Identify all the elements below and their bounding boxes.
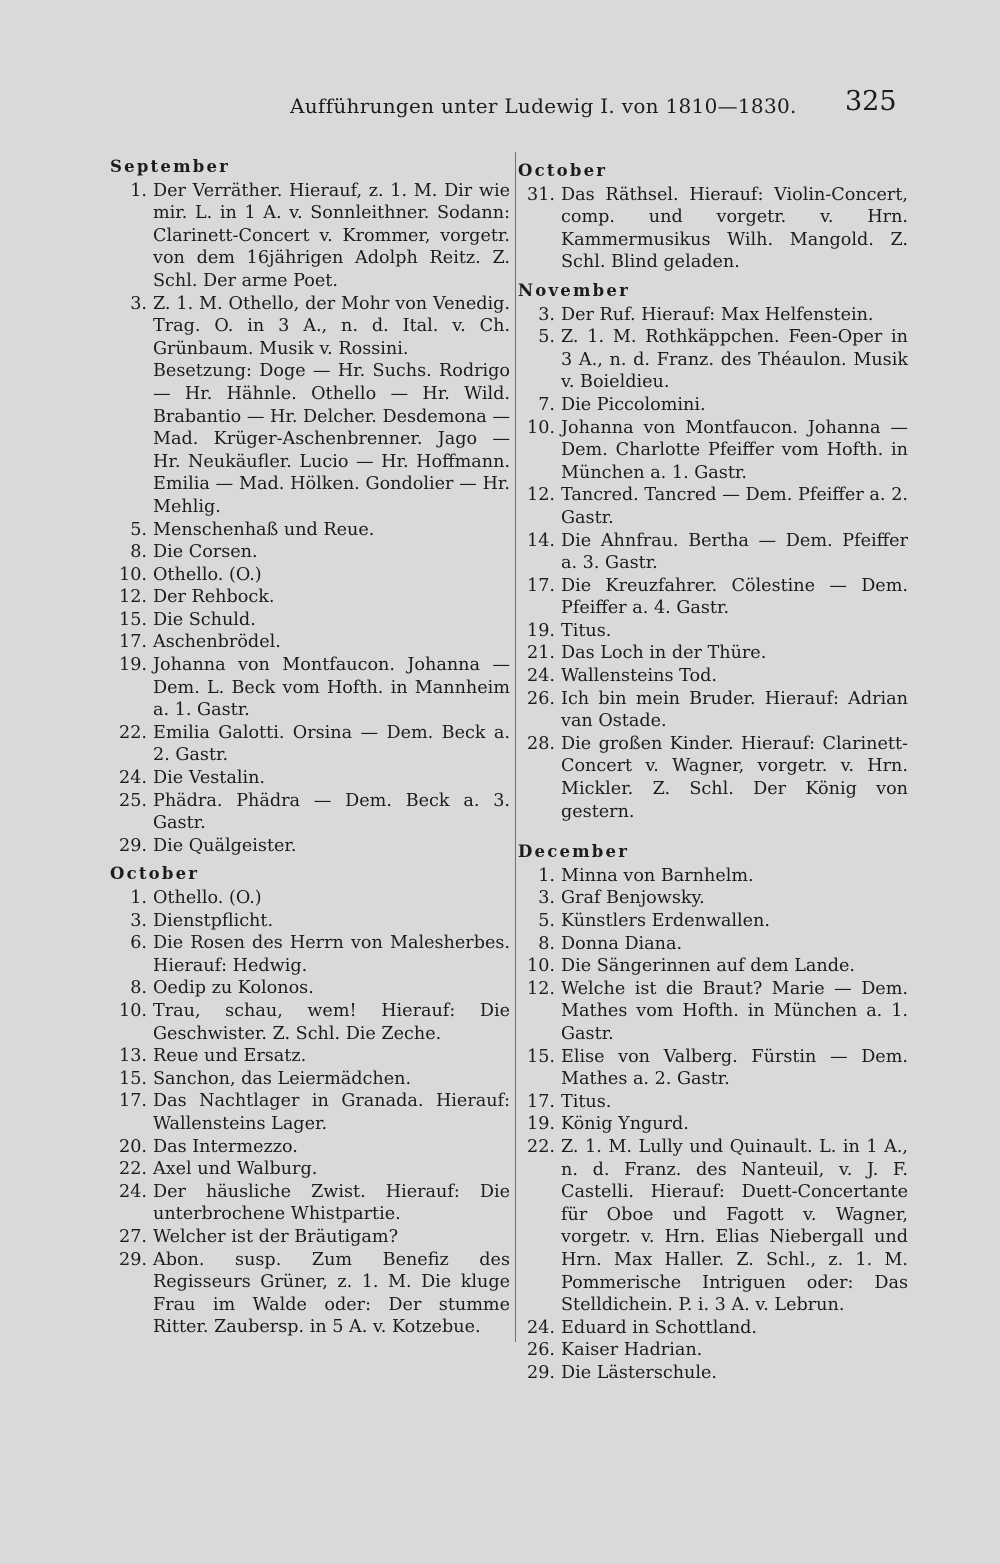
list-item (518, 642, 908, 665)
entry-text: Die Schuld. (153, 609, 256, 630)
entry-text: Z. 1. M. Rothkäppchen. Feen-Oper in 3 A., n. d. Franz. des Théaulon. Musik v. Boieldieu. (561, 327, 908, 393)
list-item (110, 293, 510, 361)
entry-text: Die Sängerinnen auf dem Lande. (561, 956, 855, 977)
entry-text: Reue und Ersatz. (153, 1046, 307, 1067)
entry-text: Axel und Walburg. (153, 1159, 318, 1180)
entry-text: Das Räthsel. Hierauf: Violin-Concert, comp. und vorgetr. v. Hrn. Kammermusikus Wilh. Mangold. Z. Schl. Blind geladen. (561, 184, 908, 273)
entry-text: Abon. susp. Zum Benefiz des Regisseurs Grüner, z. 1. M. Die kluge Frau im Walde oder: Der stumme Ritter. Zaubersp. in 5 A. v. Kotzebue. (153, 1249, 510, 1338)
list-item (110, 609, 510, 632)
list-item (110, 519, 510, 542)
list-item (518, 1113, 908, 1136)
entry-text: Phädra. Phädra — Dem. Beck a. 3. Gastr. (153, 790, 510, 834)
entry-day: 7. (538, 394, 555, 415)
list-item (110, 1249, 510, 1339)
entry-day: 24. (527, 1317, 555, 1338)
entry-day: 24. (119, 768, 147, 789)
entry-day: 19. (527, 1114, 555, 1135)
entry-text: Besetzung: Doge — Hr. Suchs. Rodrigo — Hr. Hähnle. Othello — Hr. Wild. Brabantio — Hr. Delcher. Desdemona — Mad. Krüger-Aschenbrenner. Jago — Hr. Neukäufler. Lucio — Hr. Hoffmann. Emilia — Mad. Hölken. Gondolier — Hr. Mehlig. (153, 361, 510, 517)
list-item (518, 326, 908, 394)
list-item (518, 688, 908, 733)
entry-text: Z. 1. M. Lully und Quinault. L. in 1 A., n. d. Franz. des Nanteuil, v. J. F. Castelli. Hierauf: Duett-Concertante für Oboe und Fagott v. Wagner, vorgetr. v. Hrn. Elias Niebergall und Hrn. Max Haller. Z. Schl., z. 1. M. Pommerische Intriguen oder: Das Stelldichein. P. i. 3 A. v. Lebrun. (561, 1136, 908, 1316)
entry-day: 8. (130, 978, 147, 999)
entry-text: Emilia Galotti. Orsina — Dem. Beck a. 2. Gastr. (153, 722, 510, 766)
list-item (110, 722, 510, 767)
list-item (110, 180, 510, 293)
entry-text: Die Rosen des Herrn von Malesherbes. Hierauf: Hedwig. (153, 933, 510, 976)
entry-text: Titus. (561, 620, 612, 641)
list-item (110, 932, 510, 977)
entry-day: 19. (527, 620, 555, 641)
list-item (110, 835, 510, 858)
entry-day: 1. (130, 888, 147, 908)
entry-day: 12. (527, 485, 555, 506)
entry-day: 17. (119, 632, 147, 653)
entry-text: Die Corsen. (153, 542, 258, 563)
page-number: 325 (845, 86, 897, 117)
list-item (110, 631, 510, 654)
list-item (110, 790, 510, 835)
entry-day: 3. (538, 888, 555, 909)
entry-text: Das Nachtlager in Granada. Hierauf: Wallensteins Lager. (153, 1091, 510, 1134)
entry-day: 12. (527, 978, 555, 999)
entry-day: 22. (527, 1136, 555, 1157)
list-item (110, 586, 510, 609)
entry-day: 22. (119, 722, 147, 743)
entry-text: Johanna von Montfaucon. Johanna — Dem. Charlotte Pfeiffer vom Hofth. in München a. 1. Gastr. (561, 417, 908, 483)
right-column (518, 154, 908, 1384)
cast-list (110, 360, 510, 518)
entry-day: 19. (119, 655, 147, 676)
entry-text: Der Verräther. Hierauf, z. 1. M. Dir wie mir. L. in 1 A. v. Sonnleithner. Sodann: Clarinett-Concert v. Krommer, vorgetr. von dem 16jährigen Adolph Reitz. Z. Schl. Der arme Poet. (153, 180, 510, 291)
list-item (518, 933, 908, 956)
entry-day: 17. (527, 1091, 555, 1112)
entry-text: Minna von Barnhelm. (561, 865, 754, 886)
entry-text: Dienstpflicht. (153, 910, 274, 931)
list-item (110, 1226, 510, 1249)
list-item (518, 530, 908, 575)
list-item (110, 1090, 510, 1135)
list-item (110, 910, 510, 933)
entry-day: 26. (527, 1340, 555, 1361)
list-item (518, 733, 908, 823)
list-item (518, 304, 908, 327)
list-item (518, 665, 908, 688)
column-divider (515, 152, 516, 1342)
entry-day: 12. (119, 587, 147, 608)
entry-text: Der häusliche Zwist. Hierauf: Die unterbrochene Whistpartie. (153, 1181, 510, 1225)
entry-text: Die Quälgeister. (153, 835, 297, 856)
entry-text: Z. 1. M. Othello, der Mohr von Venedig. Trag. O. in 3 A., n. d. Ital. v. Ch. Grünbaum. Musik v. Rossini. (153, 293, 510, 359)
list-item (518, 1362, 908, 1385)
entry-text: Elise von Valberg. Fürstin — Dem. Mathes a. 2. Gastr. (561, 1046, 908, 1090)
list-item (110, 1136, 510, 1159)
list-item (518, 910, 908, 933)
entry-text: Die Vestalin. (153, 768, 266, 789)
entry-day: 10. (527, 956, 555, 977)
list-item (518, 955, 908, 978)
entry-text: Othello. (O.) (153, 888, 262, 908)
entry-day: 10. (527, 417, 555, 438)
list-item (110, 564, 510, 587)
running-title: Aufführungen unter Ludewig I. von 1810—1830. (290, 94, 797, 118)
month-heading: September (110, 157, 231, 176)
entry-text: Aschenbrödel. (153, 632, 281, 653)
entry-day: 5. (130, 519, 147, 540)
entry-text: Donna Diana. (561, 933, 683, 954)
entry-text: Tancred. Tancred — Dem. Pfeiffer a. 2. Gastr. (561, 485, 908, 528)
entry-text: Trau, schau, wem! Hierauf: Die Geschwister. Z. Schl. Die Zeche. (153, 1000, 510, 1044)
entry-day: 13. (119, 1046, 147, 1067)
entry-day: 24. (119, 1181, 147, 1202)
list-item (110, 1158, 510, 1181)
list-item (110, 1068, 510, 1091)
entry-day: 3. (130, 910, 147, 931)
list-item (110, 767, 510, 790)
entry-day: 17. (119, 1091, 147, 1112)
month-heading: November (518, 280, 630, 300)
entry-text: Graf Benjowsky. (561, 888, 705, 909)
list-item (518, 865, 908, 888)
entry-day: 5. (538, 327, 555, 348)
entry-text: Othello. (O.) (153, 564, 262, 585)
entry-text: König Yngurd. (561, 1114, 689, 1135)
entry-text: Eduard in Schottland. (561, 1317, 758, 1338)
entry-day: 22. (119, 1159, 147, 1180)
list-item (518, 1091, 908, 1114)
entry-text: Die Lästerschule. (561, 1362, 718, 1383)
entry-day: 10. (119, 564, 147, 585)
entry-day: 17. (527, 575, 555, 596)
entry-text: Die Piccolomini. (561, 394, 706, 415)
entry-text: Das Loch in der Thüre. (561, 643, 767, 664)
entry-text: Ich bin mein Bruder. Hierauf: Adrian van Ostade. (561, 688, 908, 732)
list-item (518, 1339, 908, 1362)
month-heading: October (110, 864, 200, 884)
list-item (518, 394, 908, 417)
entry-text: Die Kreuzfahrer. Cölestine — Dem. Pfeiffer a. 4. Gastr. (561, 575, 908, 619)
entry-text: Kaiser Hadrian. (561, 1340, 703, 1361)
entry-text: Der Rehbock. (153, 587, 275, 608)
entry-text: Sanchon, das Leiermädchen. (153, 1068, 412, 1089)
entry-text: Titus. (561, 1091, 612, 1112)
list-item (518, 484, 908, 529)
entry-day: 5. (538, 911, 555, 931)
list-item (518, 887, 908, 910)
list-item (518, 417, 908, 485)
entry-text: Die großen Kinder. Hierauf: Clarinett-Concert v. Wagner, vorgetr. v. Hrn. Mickler. Z. Schl. Der König von gestern. (561, 733, 908, 822)
entry-day: 25. (119, 790, 147, 811)
list-item (518, 1136, 908, 1317)
entry-day: 1. (130, 180, 147, 201)
entry-day: 15. (527, 1046, 555, 1067)
entry-day: 1. (538, 865, 555, 886)
entry-day: 26. (527, 688, 555, 709)
entry-text: Welche ist die Braut? Marie — Dem. Mathes vom Hofth. in München a. 1. Gastr. (561, 978, 908, 1044)
entry-day: 29. (119, 1249, 147, 1270)
entry-text: Der Ruf. Hierauf: Max Helfenstein. (561, 304, 874, 325)
list-item (110, 1181, 510, 1226)
list-item (110, 654, 510, 722)
entry-day: 27. (119, 1226, 147, 1247)
entry-day: 29. (119, 835, 147, 856)
entry-day: 3. (130, 293, 147, 314)
list-item (110, 541, 510, 564)
month-heading: October (518, 161, 608, 180)
entry-text: Welcher ist der Bräutigam? (153, 1226, 399, 1247)
entry-day (110, 360, 153, 518)
list-item (110, 977, 510, 1000)
entry-text: Johanna von Montfaucon. Johanna — Dem. L. Beck vom Hofth. in Mannheim a. 1. Gastr. (153, 655, 510, 721)
list-item (518, 1317, 908, 1340)
entry-day: 3. (538, 304, 555, 325)
entry-text: Künstlers Erdenwallen. (561, 911, 770, 931)
entry-day: 28. (527, 733, 555, 754)
entry-day: 10. (119, 1000, 147, 1021)
list-item (518, 184, 908, 274)
entry-day: 8. (538, 933, 555, 954)
list-item (518, 575, 908, 620)
left-column (110, 150, 510, 1339)
entry-text: Menschenhaß und Reue. (153, 519, 375, 540)
entry-day: 6. (130, 933, 147, 954)
entry-day: 14. (527, 530, 555, 551)
section-spacer (518, 823, 908, 835)
entry-day: 20. (119, 1136, 147, 1157)
list-item (518, 1046, 908, 1091)
month-heading: December (518, 842, 630, 862)
entry-day: 21. (527, 643, 555, 664)
list-item (110, 887, 510, 910)
entry-day: 24. (527, 666, 555, 687)
entry-text: Wallensteins Tod. (561, 666, 717, 687)
entry-text: Oedip zu Kolonos. (153, 978, 314, 999)
list-item (518, 620, 908, 643)
entry-text: Die Ahnfrau. Bertha — Dem. Pfeiffer a. 3. Gastr. (561, 530, 908, 574)
entry-day: 29. (527, 1362, 555, 1383)
entry-day: 15. (119, 1068, 147, 1089)
entry-text: Das Intermezzo. (153, 1136, 298, 1157)
entry-day: 8. (130, 542, 147, 563)
entry-day: 15. (119, 609, 147, 630)
list-item (518, 978, 908, 1046)
entry-day: 31. (527, 184, 555, 205)
list-item (110, 1045, 510, 1068)
list-item (110, 1000, 510, 1045)
